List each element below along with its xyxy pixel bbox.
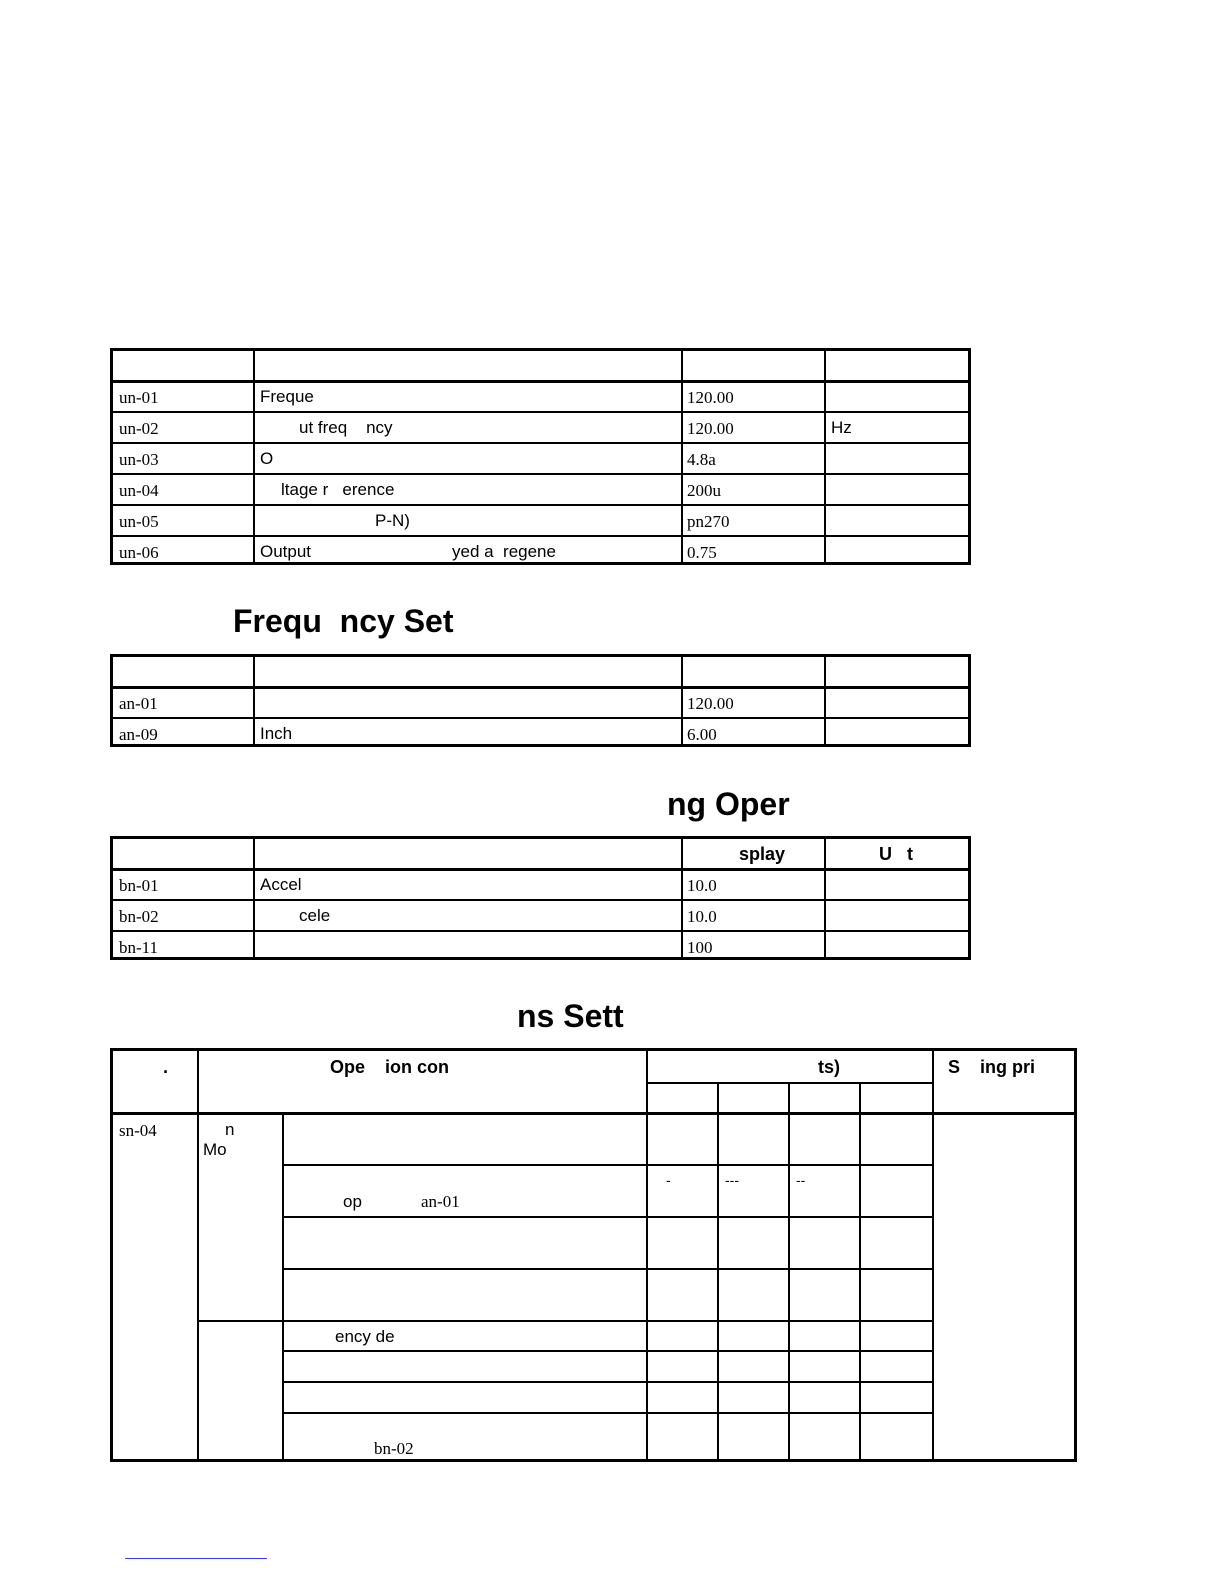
table-cell-code: sn-04 [119, 1121, 157, 1140]
group-label: Mo [203, 1140, 227, 1159]
table-cell-value: 4.8a [687, 450, 716, 469]
table-cell-code: un-04 [119, 481, 159, 500]
table-cell-value: 6.00 [687, 725, 717, 744]
table-cell-value: pn270 [687, 512, 730, 531]
column-header-no: . [163, 1057, 169, 1077]
table-cell-value: 120.00 [687, 694, 734, 713]
condition-code: bn-02 [374, 1439, 414, 1458]
table-cell-value: 100 [687, 938, 713, 957]
table-cell-value: 200u [687, 481, 721, 500]
table-cell-code: un-03 [119, 450, 159, 469]
condition-code: an-01 [421, 1192, 460, 1211]
frequency-table [110, 654, 971, 747]
column-header-units: ts) [818, 1057, 840, 1077]
table-cell-code: bn-01 [119, 876, 159, 895]
unit-cell-dash: - [666, 1172, 671, 1188]
group-label: n [225, 1120, 235, 1139]
unit-cell-dash: --- [725, 1172, 739, 1188]
table-cell-value: 10.0 [687, 907, 717, 926]
table-cell-value: 10.0 [687, 876, 717, 895]
column-header-unit: U t [879, 844, 913, 864]
settings-table [110, 1048, 1077, 1462]
section-heading-settings: ns Sett [517, 998, 624, 1034]
table-cell-desc: P-N) [375, 511, 410, 530]
table-cell-code: un-01 [119, 388, 159, 407]
table-cell-code: an-01 [119, 694, 158, 713]
table-cell-desc: Freque [260, 387, 314, 406]
table-cell-unit: Hz [831, 418, 852, 437]
table-cell-code: an-09 [119, 725, 158, 744]
column-header-display: splay [739, 844, 786, 864]
table-cell-code: un-02 [119, 419, 159, 438]
operation-table [110, 836, 971, 960]
table-cell-value: 0.75 [687, 543, 717, 562]
condition-text: ency de [335, 1327, 395, 1346]
table-cell-desc: O [260, 449, 274, 468]
condition-text: op [343, 1192, 362, 1211]
table-cell-desc: cele [299, 906, 331, 925]
table-cell-code: un-06 [119, 543, 159, 562]
unit-cell-dash: -- [796, 1172, 806, 1188]
footer-link-underline [125, 1558, 267, 1559]
table-cell-value: 120.00 [687, 388, 734, 407]
monitor-table [110, 348, 971, 565]
table-cell-code: bn-11 [119, 938, 159, 957]
column-header-condition: Ope ion con [330, 1057, 450, 1077]
table-cell-desc: Output [260, 542, 312, 561]
column-header-priority: S ing pri [948, 1057, 1036, 1077]
section-heading-frequency: Frequ ncy Set [233, 603, 454, 639]
table-cell-code: un-05 [119, 512, 159, 531]
table-cell-desc: ltage r erence [281, 480, 395, 499]
table-cell-desc: Accel [260, 875, 302, 894]
table-cell-desc: yed a regene [452, 542, 556, 561]
table-cell-value: 120.00 [687, 419, 734, 438]
section-heading-operation: ng Oper [667, 786, 790, 822]
table-cell-code: bn-02 [119, 907, 159, 926]
table-cell-desc: ut freq ncy [299, 418, 393, 437]
table-cell-desc: Inch [260, 724, 293, 743]
